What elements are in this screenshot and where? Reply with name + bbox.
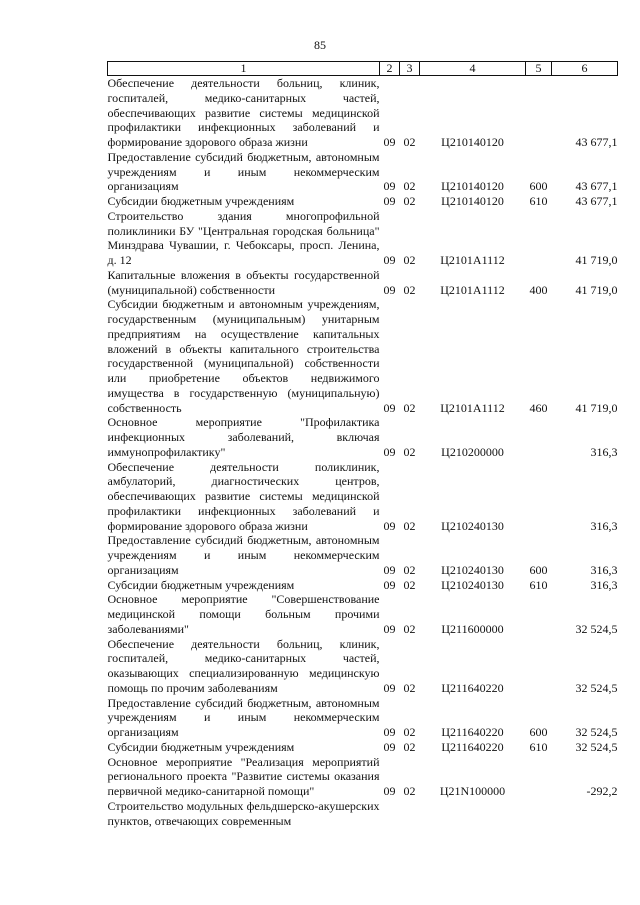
table-row	[108, 297, 618, 415]
row-expense-type	[526, 755, 552, 799]
row-subsection: 02	[403, 725, 416, 739]
row-name: Строительство здания многопрофильной поликлиники БУ "Центральная городская больница" Минздрава Чувашии, г. Чебоксары, просп. Ленина, д. 12	[107, 208, 380, 267]
row-name: Субсидии бюджетным учреждениям	[107, 577, 295, 592]
row-subsection: 02	[403, 444, 416, 459]
row-target-code: Ц21N100000	[439, 784, 506, 798]
row-expense-type: 600	[529, 562, 548, 577]
table-row	[108, 592, 618, 636]
row-target-code: Ц210240130	[441, 577, 504, 592]
table-header-row	[108, 62, 618, 76]
row-name: Предоставление субсидий бюджетным, автономным учреждениям и иным некоммерческим организациям	[107, 149, 380, 194]
row-section	[380, 799, 400, 829]
table-row	[108, 268, 618, 298]
column-header-3: 3	[400, 62, 420, 76]
table-row	[108, 150, 618, 194]
row-subsection: 02	[403, 577, 416, 592]
row-name: Строительство модульных фельдшерско-акушерских пунктов, отвечающих современным	[107, 798, 380, 828]
row-target-code: Ц2101А1112	[440, 253, 505, 267]
row-subsection: 02	[403, 518, 416, 533]
row-target-code	[420, 799, 526, 829]
row-name: Предоставление субсидий бюджетным, автономным учреждениям и иным некоммерческим организациям	[107, 695, 380, 739]
row-expense-type	[526, 415, 552, 459]
row-subsection: 02	[403, 194, 416, 208]
row-target-code: Ц210240130	[441, 518, 504, 533]
row-subsection: 02	[403, 282, 416, 297]
row-expense-type: 610	[529, 577, 548, 592]
row-section: 09	[383, 725, 396, 739]
row-expense-type: 610	[529, 739, 548, 754]
table-row	[108, 460, 618, 534]
row-section: 09	[383, 562, 396, 577]
row-target-code: Ц211640220	[441, 739, 504, 754]
row-name: Основное мероприятие "Совершенствование медицинской помощи больным прочими заболеваниями"	[107, 592, 380, 636]
row-subsection: 02	[403, 784, 416, 798]
row-expense-type: 460	[529, 400, 548, 415]
row-name: Основное мероприятие "Реализация мероприятий регионального проекта "Развитие системы оказания первичной медико-санитарной помощи"	[107, 754, 380, 798]
row-target-code: Ц210140120	[441, 135, 504, 149]
column-header-6: 6	[552, 62, 618, 76]
row-target-code: Ц210140120	[441, 179, 504, 194]
row-amount: 41 719,0	[575, 282, 618, 297]
table-row	[108, 194, 618, 209]
row-name: Субсидии бюджетным и автономным учреждениям, государственным (муниципальным) унитарным предприятиям на осуществление капитальных вложений в объекты капитального строительства государственной (муниципальной) собственности или приобретение объектов недвижимого имущества в государственную (муниципальную) собственность	[107, 297, 380, 415]
row-amount: 41 719,0	[575, 400, 618, 415]
row-name: Предоставление субсидий бюджетным, автономным учреждениям и иным некоммерческим организациям	[107, 533, 380, 577]
row-section: 09	[383, 518, 396, 533]
row-name: Основное мероприятие "Профилактика инфекционных заболеваний, включая иммунопрофилактику"	[107, 415, 380, 459]
table-row	[108, 533, 618, 577]
row-target-code: Ц2101А1112	[440, 400, 505, 415]
row-amount: 32 524,5	[575, 680, 618, 695]
row-expense-type: 600	[529, 725, 548, 739]
row-section: 09	[383, 194, 396, 208]
row-section: 09	[383, 577, 396, 592]
row-subsection: 02	[403, 562, 416, 577]
row-section: 09	[383, 621, 396, 636]
row-section: 09	[383, 282, 396, 297]
row-amount: 43 677,1	[575, 179, 618, 194]
row-subsection: 02	[403, 135, 416, 149]
row-expense-type	[526, 460, 552, 534]
row-amount: 316,3	[590, 577, 618, 592]
row-name: Капитальные вложения в объекты государственной (муниципальной) собственности	[107, 267, 380, 297]
row-section: 09	[383, 784, 396, 798]
row-subsection: 02	[403, 739, 416, 754]
row-amount: -292,2	[586, 784, 618, 798]
row-section: 09	[383, 739, 396, 754]
table-row	[108, 415, 618, 459]
row-subsection	[400, 799, 420, 829]
row-name: Обеспечение деятельности поликлиник, амбулаторий, диагностических центров, обеспечивающих развитие системы медицинской профилактики инфекционных заболеваний и формирование здорового образа жизни	[107, 459, 380, 533]
row-amount: 316,3	[590, 562, 618, 577]
row-name: Субсидии бюджетным учреждениям	[107, 194, 295, 208]
row-amount: 32 524,5	[575, 621, 618, 636]
row-expense-type	[526, 209, 552, 268]
row-target-code: Ц210240130	[441, 562, 504, 577]
budget-table	[107, 61, 618, 828]
row-target-code: Ц211640220	[441, 680, 504, 695]
row-amount: 316,3	[590, 518, 618, 533]
row-section: 09	[383, 444, 396, 459]
table-row	[108, 740, 618, 755]
row-amount: 32 524,5	[575, 725, 618, 739]
row-target-code: Ц211600000	[441, 621, 504, 636]
row-amount: 41 719,0	[575, 253, 618, 267]
row-name: Обеспечение деятельности больниц, клиник, госпиталей, медико-санитарных частей, обеспечивающих развитие системы медицинской профилактики инфекционных заболеваний и формирование здорового образа жизни	[107, 76, 380, 149]
row-amount	[552, 799, 618, 829]
row-subsection: 02	[403, 179, 416, 194]
row-section: 09	[383, 680, 396, 695]
row-expense-type: 610	[529, 194, 548, 208]
table-row	[108, 755, 618, 799]
row-target-code: Ц210140120	[441, 194, 504, 208]
page-number: 85	[314, 38, 326, 52]
row-subsection: 02	[403, 621, 416, 636]
row-section: 09	[383, 253, 396, 267]
table-row	[108, 578, 618, 593]
row-section: 09	[383, 135, 396, 149]
row-expense-type	[526, 76, 552, 150]
row-section: 09	[383, 400, 396, 415]
row-subsection: 02	[403, 253, 416, 267]
row-subsection: 02	[403, 400, 416, 415]
row-expense-type: 600	[529, 179, 548, 194]
table-row	[108, 76, 618, 150]
row-expense-type	[526, 637, 552, 696]
row-target-code: Ц210200000	[441, 444, 504, 459]
row-expense-type	[526, 799, 552, 829]
row-amount: 316,3	[590, 444, 618, 459]
row-amount: 32 524,5	[575, 739, 618, 754]
row-name: Субсидии бюджетным учреждениям	[107, 739, 295, 754]
table-row	[108, 637, 618, 696]
row-expense-type: 400	[529, 282, 548, 297]
row-target-code: Ц211640220	[441, 725, 504, 739]
row-amount: 43 677,1	[575, 135, 618, 149]
row-amount: 43 677,1	[575, 194, 618, 208]
row-subsection: 02	[403, 680, 416, 695]
table-row	[108, 696, 618, 740]
row-expense-type	[526, 592, 552, 636]
column-header-1: 1	[108, 62, 380, 76]
row-name: Обеспечение деятельности больниц, клиник, госпиталей, медико-санитарных частей, оказывающих специализированную медицинскую помощь по прочим заболеваниям	[107, 636, 380, 695]
column-header-4: 4	[420, 62, 526, 76]
row-target-code: Ц2101А1112	[440, 282, 505, 297]
column-header-2: 2	[380, 62, 400, 76]
table-row	[108, 209, 618, 268]
row-section: 09	[383, 179, 396, 194]
column-header-5: 5	[526, 62, 552, 76]
table-row	[108, 799, 618, 829]
